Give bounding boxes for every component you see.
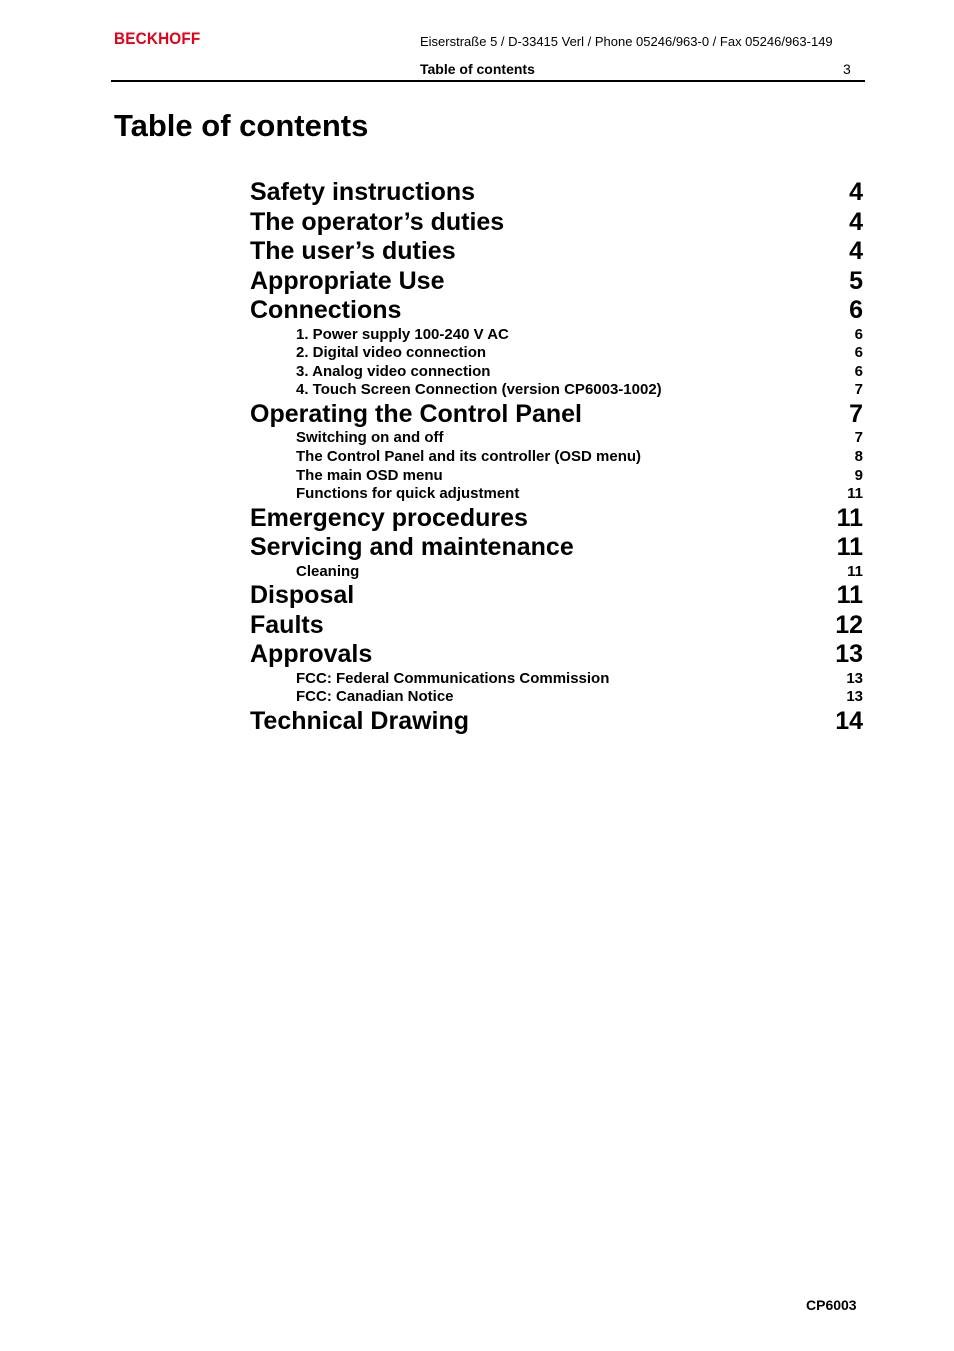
toc-entry-page: 6 [854,344,863,362]
toc-entry-page: 7 [854,381,863,399]
toc-entry-label: Technical Drawing [250,707,470,736]
toc-entry-label: Operating the Control Panel [250,399,582,428]
toc-subentry[interactable] [250,563,863,582]
toc-entry[interactable] [250,237,863,267]
toc-entry-page: 6 [854,325,863,343]
toc-subentry[interactable] [250,688,863,707]
toc-entry-label: Servicing and maintenance [250,533,574,562]
page-title: Table of contents [114,108,369,143]
header-divider [111,80,865,82]
toc-entry-label: 1. Power supply 100-240 V AC [296,325,509,343]
toc-entry-page: 11 [836,581,863,610]
toc-entry-page: 13 [835,640,863,669]
toc-subentry[interactable] [250,467,863,486]
toc-entry[interactable] [250,178,863,208]
toc-entry-page: 5 [849,266,863,295]
toc-entry-label: Approvals [250,640,373,669]
toc-entry-label: Emergency procedures [250,503,528,532]
toc-entry-page: 4 [849,207,863,236]
company-address: Eiserstraße 5 / D-33415 Verl / Phone 05246/963-0 / Fax 05246/963-149 [420,34,833,49]
toc-subentry[interactable] [250,326,863,345]
toc-entry-label: Connections [250,296,402,324]
toc-subentry[interactable] [250,344,863,363]
toc-entry-label: Faults [250,610,324,639]
toc-entry-page: 13 [846,688,863,706]
beckhoff-logo: BECKHOFF [114,29,201,48]
table-of-contents [250,178,863,737]
toc-subentry[interactable] [250,381,863,400]
toc-entry[interactable] [250,296,863,326]
toc-entry[interactable] [250,267,863,297]
toc-entry-page: 11 [847,562,863,580]
toc-entry-page: 11 [836,533,863,562]
toc-entry-label: Safety instructions [250,178,476,206]
toc-subentry[interactable] [250,363,863,382]
toc-entry-label: The Control Panel and its controller (OSD menu) [296,447,642,465]
toc-entry-page: 14 [835,707,863,736]
toc-entry-page: 11 [847,485,863,503]
toc-entry-page: 13 [846,669,863,687]
toc-entry[interactable] [250,504,863,534]
toc-entry-page: 8 [854,447,863,465]
toc-entry[interactable] [250,400,863,430]
running-title: Table of contents [420,61,535,77]
toc-entry-label: Disposal [250,581,355,610]
toc-entry-label: 4. Touch Screen Connection (version CP6003-1002) [296,381,662,399]
toc-entry-label: Switching on and off [296,429,444,447]
toc-entry-page: 9 [854,466,863,484]
toc-entry-label: 2. Digital video connection [296,344,487,362]
toc-entry-page: 12 [835,610,863,639]
toc-entry-label: The user’s duties [250,237,456,265]
footer-product-name: CP6003 [806,1297,857,1313]
toc-subentry[interactable] [250,485,863,504]
toc-entry[interactable] [250,640,863,670]
toc-entry-label: Cleaning [296,562,360,580]
toc-entry-label: Appropriate Use [250,266,445,295]
toc-entry-label: The operator’s duties [250,207,505,236]
toc-entry[interactable] [250,208,863,238]
toc-entry[interactable] [250,581,863,611]
toc-entry-page: 4 [849,178,863,206]
toc-entry-page: 11 [836,503,863,532]
toc-entry-label: The main OSD menu [296,466,443,484]
toc-subentry[interactable] [250,429,863,448]
toc-subentry[interactable] [250,670,863,689]
toc-entry-label: Functions for quick adjustment [296,485,520,503]
toc-entry-label: 3. Analog video connection [296,362,491,380]
toc-entry-page: 7 [849,399,863,428]
toc-subentry[interactable] [250,448,863,467]
toc-entry-page: 6 [854,362,863,380]
toc-entry-page: 7 [854,429,863,447]
toc-entry[interactable] [250,611,863,641]
toc-entry[interactable] [250,707,863,737]
toc-entry-page: 4 [849,237,863,265]
toc-entry[interactable] [250,533,863,563]
toc-entry-label: FCC: Federal Communications Commission [296,669,610,687]
page-number: 3 [843,61,851,77]
toc-entry-page: 6 [849,296,863,324]
toc-entry-label: FCC: Canadian Notice [296,688,454,706]
